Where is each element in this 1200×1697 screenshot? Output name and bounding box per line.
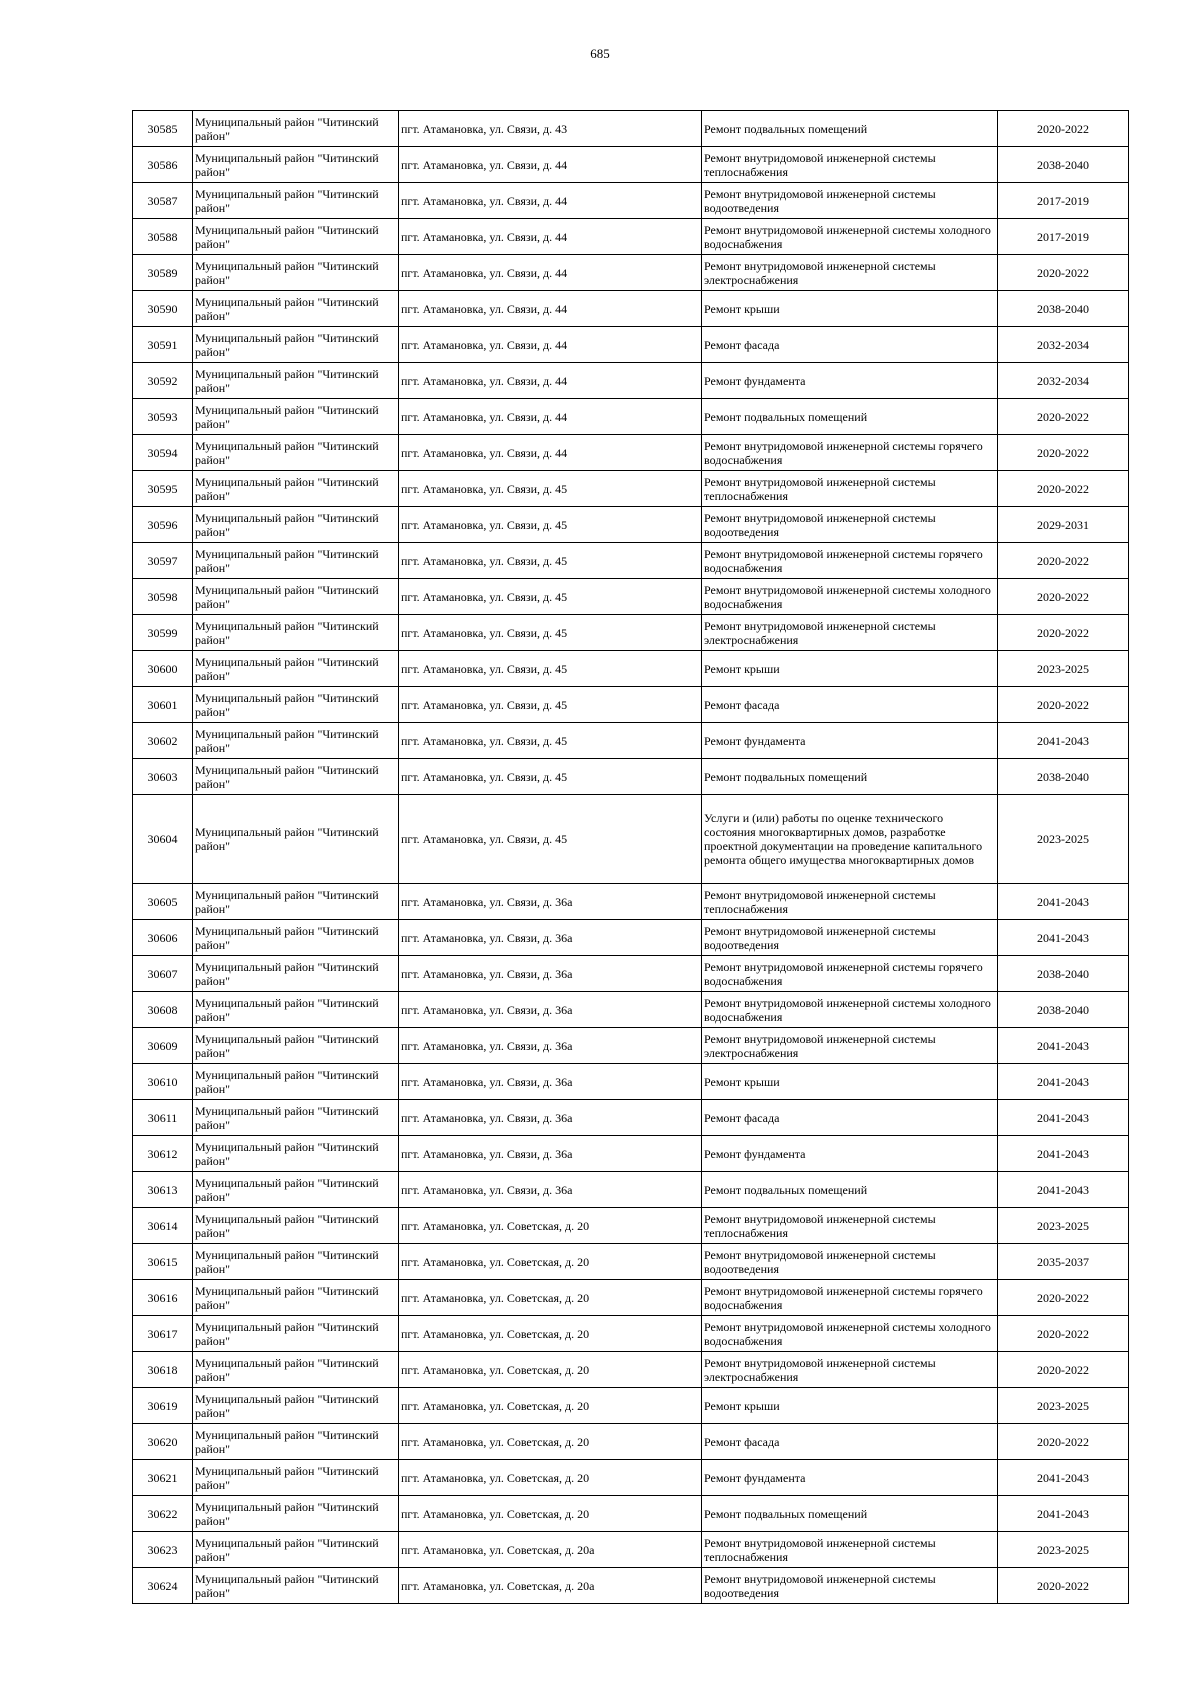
municipality-cell: Муниципальный район "Читинский район" (193, 1064, 399, 1100)
work-type-cell: Ремонт фасада (702, 327, 998, 363)
table-row (133, 920, 1129, 956)
table-row (133, 255, 1129, 291)
period-cell: 2041-2043 (998, 1460, 1129, 1496)
municipality-cell: Муниципальный район "Читинский район" (193, 291, 399, 327)
address-cell: пгт. Атамановка, ул. Связи, д. 43 (399, 111, 702, 147)
period-cell: 2038-2040 (998, 291, 1129, 327)
table-row (133, 471, 1129, 507)
period-cell: 2038-2040 (998, 759, 1129, 795)
municipality-cell: Муниципальный район "Читинский район" (193, 399, 399, 435)
address-cell: пгт. Атамановка, ул. Связи, д. 45 (399, 723, 702, 759)
work-type-cell: Ремонт фундамента (702, 363, 998, 399)
table-row (133, 1136, 1129, 1172)
period-cell: 2020-2022 (998, 1280, 1129, 1316)
period-cell: 2020-2022 (998, 543, 1129, 579)
period-cell: 2029-2031 (998, 507, 1129, 543)
address-cell: пгт. Атамановка, ул. Связи, д. 45 (399, 507, 702, 543)
row-number-cell: 30615 (133, 1244, 193, 1280)
municipality-cell: Муниципальный район "Читинский район" (193, 471, 399, 507)
municipality-cell: Муниципальный район "Читинский район" (193, 1352, 399, 1388)
work-type-cell: Ремонт внутридомовой инженерной системы теплоснабжения (702, 1532, 998, 1568)
work-type-cell: Ремонт фасада (702, 687, 998, 723)
period-cell: 2032-2034 (998, 327, 1129, 363)
table-row (133, 1064, 1129, 1100)
table-body (133, 111, 1129, 1604)
municipality-cell: Муниципальный район "Читинский район" (193, 111, 399, 147)
row-number-cell: 30623 (133, 1532, 193, 1568)
municipality-cell: Муниципальный район "Читинский район" (193, 435, 399, 471)
work-type-cell: Ремонт внутридомовой инженерной системы электроснабжения (702, 1028, 998, 1064)
table-row (133, 507, 1129, 543)
municipality-cell: Муниципальный район "Читинский район" (193, 1424, 399, 1460)
period-cell: 2041-2043 (998, 884, 1129, 920)
row-number-cell: 30624 (133, 1568, 193, 1604)
municipality-cell: Муниципальный район "Читинский район" (193, 1388, 399, 1424)
row-number-cell: 30610 (133, 1064, 193, 1100)
row-number-cell: 30598 (133, 579, 193, 615)
address-cell: пгт. Атамановка, ул. Связи, д. 45 (399, 471, 702, 507)
row-number-cell: 30595 (133, 471, 193, 507)
table-row (133, 579, 1129, 615)
period-cell: 2041-2043 (998, 920, 1129, 956)
address-cell: пгт. Атамановка, ул. Связи, д. 36а (399, 1136, 702, 1172)
municipality-cell: Муниципальный район "Читинский район" (193, 1244, 399, 1280)
work-type-cell: Ремонт внутридомовой инженерной системы теплоснабжения (702, 1208, 998, 1244)
period-cell: 2038-2040 (998, 147, 1129, 183)
work-type-cell: Ремонт внутридомовой инженерной системы водоотведения (702, 183, 998, 219)
period-cell: 2041-2043 (998, 1028, 1129, 1064)
period-cell: 2020-2022 (998, 687, 1129, 723)
table-row (133, 1352, 1129, 1388)
address-cell: пгт. Атамановка, ул. Связи, д. 36а (399, 1028, 702, 1064)
municipality-cell: Муниципальный район "Читинский район" (193, 219, 399, 255)
row-number-cell: 30601 (133, 687, 193, 723)
municipality-cell: Муниципальный район "Читинский район" (193, 507, 399, 543)
address-cell: пгт. Атамановка, ул. Связи, д. 44 (399, 363, 702, 399)
municipality-cell: Муниципальный район "Читинский район" (193, 579, 399, 615)
work-type-cell: Ремонт подвальных помещений (702, 1496, 998, 1532)
municipality-cell: Муниципальный район "Читинский район" (193, 1460, 399, 1496)
period-cell: 2023-2025 (998, 651, 1129, 687)
table-row (133, 992, 1129, 1028)
municipality-cell: Муниципальный район "Читинский район" (193, 723, 399, 759)
address-cell: пгт. Атамановка, ул. Связи, д. 36а (399, 956, 702, 992)
table-row (133, 435, 1129, 471)
address-cell: пгт. Атамановка, ул. Советская, д. 20 (399, 1244, 702, 1280)
period-cell: 2035-2037 (998, 1244, 1129, 1280)
row-number-cell: 30592 (133, 363, 193, 399)
row-number-cell: 30600 (133, 651, 193, 687)
work-type-cell: Ремонт внутридомовой инженерной системы холодного водоснабжения (702, 219, 998, 255)
row-number-cell: 30587 (133, 183, 193, 219)
table-row (133, 111, 1129, 147)
address-cell: пгт. Атамановка, ул. Связи, д. 45 (399, 651, 702, 687)
table-row (133, 1424, 1129, 1460)
row-number-cell: 30590 (133, 291, 193, 327)
row-number-cell: 30605 (133, 884, 193, 920)
address-cell: пгт. Атамановка, ул. Связи, д. 36а (399, 1172, 702, 1208)
table-row (133, 651, 1129, 687)
work-type-cell: Ремонт внутридомовой инженерной системы водоотведения (702, 1244, 998, 1280)
row-number-cell: 30612 (133, 1136, 193, 1172)
page-number: 685 (590, 46, 610, 61)
row-number-cell: 30611 (133, 1100, 193, 1136)
period-cell: 2020-2022 (998, 1352, 1129, 1388)
table-row (133, 1244, 1129, 1280)
period-cell: 2017-2019 (998, 183, 1129, 219)
row-number-cell: 30588 (133, 219, 193, 255)
row-number-cell: 30616 (133, 1280, 193, 1316)
table-row (133, 1532, 1129, 1568)
municipality-cell: Муниципальный район "Читинский район" (193, 1532, 399, 1568)
table-row (133, 1172, 1129, 1208)
table-row (133, 1496, 1129, 1532)
row-number-cell: 30621 (133, 1460, 193, 1496)
address-cell: пгт. Атамановка, ул. Советская, д. 20 (399, 1280, 702, 1316)
address-cell: пгт. Атамановка, ул. Связи, д. 44 (399, 183, 702, 219)
address-cell: пгт. Атамановка, ул. Связи, д. 36а (399, 920, 702, 956)
work-type-cell: Ремонт крыши (702, 291, 998, 327)
table-row (133, 1568, 1129, 1604)
address-cell: пгт. Атамановка, ул. Связи, д. 45 (399, 543, 702, 579)
table-row (133, 1280, 1129, 1316)
municipality-cell: Муниципальный район "Читинский район" (193, 759, 399, 795)
municipality-cell: Муниципальный район "Читинский район" (193, 1496, 399, 1532)
work-type-cell: Ремонт внутридомовой инженерной системы горячего водоснабжения (702, 543, 998, 579)
period-cell: 2020-2022 (998, 255, 1129, 291)
period-cell: 2020-2022 (998, 1568, 1129, 1604)
row-number-cell: 30593 (133, 399, 193, 435)
work-type-cell: Ремонт внутридомовой инженерной системы водоотведения (702, 1568, 998, 1604)
address-cell: пгт. Атамановка, ул. Связи, д. 45 (399, 615, 702, 651)
address-cell: пгт. Атамановка, ул. Советская, д. 20а (399, 1532, 702, 1568)
table-row (133, 183, 1129, 219)
row-number-cell: 30613 (133, 1172, 193, 1208)
period-cell: 2038-2040 (998, 992, 1129, 1028)
table-row (133, 399, 1129, 435)
address-cell: пгт. Атамановка, ул. Советская, д. 20 (399, 1316, 702, 1352)
period-cell: 2020-2022 (998, 471, 1129, 507)
table-row (133, 1316, 1129, 1352)
row-number-cell: 30622 (133, 1496, 193, 1532)
address-cell: пгт. Атамановка, ул. Советская, д. 20 (399, 1424, 702, 1460)
address-cell: пгт. Атамановка, ул. Связи, д. 44 (399, 219, 702, 255)
period-cell: 2041-2043 (998, 1172, 1129, 1208)
table-row (133, 147, 1129, 183)
municipality-cell: Муниципальный район "Читинский район" (193, 1136, 399, 1172)
work-type-cell: Ремонт фундамента (702, 1460, 998, 1496)
work-type-cell: Ремонт фундамента (702, 1136, 998, 1172)
table-row (133, 543, 1129, 579)
work-type-cell: Ремонт крыши (702, 1388, 998, 1424)
row-number-cell: 30585 (133, 111, 193, 147)
municipality-cell: Муниципальный район "Читинский район" (193, 183, 399, 219)
table-row (133, 1028, 1129, 1064)
address-cell: пгт. Атамановка, ул. Советская, д. 20 (399, 1496, 702, 1532)
row-number-cell: 30586 (133, 147, 193, 183)
row-number-cell: 30589 (133, 255, 193, 291)
municipality-cell: Муниципальный район "Читинский район" (193, 1316, 399, 1352)
period-cell: 2020-2022 (998, 435, 1129, 471)
municipality-cell: Муниципальный район "Читинский район" (193, 687, 399, 723)
table-row (133, 884, 1129, 920)
municipality-cell: Муниципальный район "Читинский район" (193, 1100, 399, 1136)
municipality-cell: Муниципальный район "Читинский район" (193, 992, 399, 1028)
work-type-cell: Ремонт внутридомовой инженерной системы горячего водоснабжения (702, 435, 998, 471)
work-type-cell: Ремонт фундамента (702, 723, 998, 759)
row-number-cell: 30619 (133, 1388, 193, 1424)
period-cell: 2023-2025 (998, 795, 1129, 884)
table-row (133, 795, 1129, 884)
period-cell: 2023-2025 (998, 1208, 1129, 1244)
row-number-cell: 30596 (133, 507, 193, 543)
address-cell: пгт. Атамановка, ул. Связи, д. 44 (399, 291, 702, 327)
row-number-cell: 30617 (133, 1316, 193, 1352)
work-type-cell: Ремонт внутридомовой инженерной системы водоотведения (702, 920, 998, 956)
municipality-cell: Муниципальный район "Читинский район" (193, 147, 399, 183)
table-row (133, 759, 1129, 795)
row-number-cell: 30604 (133, 795, 193, 884)
address-cell: пгт. Атамановка, ул. Советская, д. 20 (399, 1460, 702, 1496)
work-type-cell: Ремонт внутридомовой инженерной системы электроснабжения (702, 1352, 998, 1388)
address-cell: пгт. Атамановка, ул. Советская, д. 20 (399, 1388, 702, 1424)
period-cell: 2041-2043 (998, 1136, 1129, 1172)
work-type-cell: Ремонт внутридомовой инженерной системы холодного водоснабжения (702, 992, 998, 1028)
row-number-cell: 30609 (133, 1028, 193, 1064)
period-cell: 2020-2022 (998, 1316, 1129, 1352)
period-cell: 2020-2022 (998, 615, 1129, 651)
work-type-cell: Ремонт подвальных помещений (702, 1172, 998, 1208)
municipality-cell: Муниципальный район "Читинский район" (193, 920, 399, 956)
municipality-cell: Муниципальный район "Читинский район" (193, 884, 399, 920)
address-cell: пгт. Атамановка, ул. Связи, д. 36а (399, 992, 702, 1028)
municipality-cell: Муниципальный район "Читинский район" (193, 255, 399, 291)
work-type-cell: Ремонт внутридомовой инженерной системы холодного водоснабжения (702, 579, 998, 615)
period-cell: 2020-2022 (998, 1424, 1129, 1460)
work-type-cell: Ремонт крыши (702, 1064, 998, 1100)
address-cell: пгт. Атамановка, ул. Советская, д. 20 (399, 1208, 702, 1244)
table-row (133, 615, 1129, 651)
address-cell: пгт. Атамановка, ул. Связи, д. 36а (399, 1064, 702, 1100)
address-cell: пгт. Атамановка, ул. Советская, д. 20а (399, 1568, 702, 1604)
period-cell: 2020-2022 (998, 111, 1129, 147)
municipality-cell: Муниципальный район "Читинский район" (193, 543, 399, 579)
period-cell: 2020-2022 (998, 399, 1129, 435)
table-row (133, 956, 1129, 992)
work-type-cell: Ремонт фасада (702, 1424, 998, 1460)
address-cell: пгт. Атамановка, ул. Связи, д. 45 (399, 759, 702, 795)
address-cell: пгт. Атамановка, ул. Советская, д. 20 (399, 1352, 702, 1388)
table-row (133, 723, 1129, 759)
period-cell: 2023-2025 (998, 1388, 1129, 1424)
municipality-cell: Муниципальный район "Читинский район" (193, 795, 399, 884)
row-number-cell: 30620 (133, 1424, 193, 1460)
work-type-cell: Ремонт подвальных помещений (702, 111, 998, 147)
row-number-cell: 30607 (133, 956, 193, 992)
period-cell: 2041-2043 (998, 1100, 1129, 1136)
municipality-cell: Муниципальный район "Читинский район" (193, 615, 399, 651)
row-number-cell: 30606 (133, 920, 193, 956)
municipality-cell: Муниципальный район "Читинский район" (193, 1568, 399, 1604)
period-cell: 2023-2025 (998, 1532, 1129, 1568)
work-type-cell: Ремонт подвальных помещений (702, 759, 998, 795)
work-type-cell: Ремонт внутридомовой инженерной системы теплоснабжения (702, 471, 998, 507)
address-cell: пгт. Атамановка, ул. Связи, д. 36а (399, 884, 702, 920)
municipality-cell: Муниципальный район "Читинский район" (193, 1208, 399, 1244)
table-row (133, 291, 1129, 327)
work-type-cell: Ремонт подвальных помещений (702, 399, 998, 435)
address-cell: пгт. Атамановка, ул. Связи, д. 44 (399, 255, 702, 291)
table-row (133, 363, 1129, 399)
row-number-cell: 30602 (133, 723, 193, 759)
address-cell: пгт. Атамановка, ул. Связи, д. 44 (399, 327, 702, 363)
work-type-cell: Ремонт внутридомовой инженерной системы теплоснабжения (702, 147, 998, 183)
period-cell: 2032-2034 (998, 363, 1129, 399)
work-type-cell: Услуги и (или) работы по оценке технического состояния многоквартирных домов, разработке проектной документации на проведение капитального ремонта общего имущества многоквартирных домов (702, 795, 998, 884)
row-number-cell: 30614 (133, 1208, 193, 1244)
work-type-cell: Ремонт крыши (702, 651, 998, 687)
table-row (133, 1100, 1129, 1136)
row-number-cell: 30597 (133, 543, 193, 579)
table-row (133, 1208, 1129, 1244)
row-number-cell: 30618 (133, 1352, 193, 1388)
table-row (133, 687, 1129, 723)
municipality-cell: Муниципальный район "Читинский район" (193, 327, 399, 363)
municipality-cell: Муниципальный район "Читинский район" (193, 1172, 399, 1208)
period-cell: 2020-2022 (998, 579, 1129, 615)
row-number-cell: 30608 (133, 992, 193, 1028)
period-cell: 2038-2040 (998, 956, 1129, 992)
work-type-cell: Ремонт внутридомовой инженерной системы горячего водоснабжения (702, 956, 998, 992)
table-row (133, 1460, 1129, 1496)
table-row (133, 327, 1129, 363)
row-number-cell: 30603 (133, 759, 193, 795)
row-number-cell: 30599 (133, 615, 193, 651)
period-cell: 2041-2043 (998, 1064, 1129, 1100)
municipality-cell: Муниципальный район "Читинский район" (193, 956, 399, 992)
municipality-cell: Муниципальный район "Читинский район" (193, 1280, 399, 1316)
address-cell: пгт. Атамановка, ул. Связи, д. 44 (399, 399, 702, 435)
row-number-cell: 30591 (133, 327, 193, 363)
work-type-cell: Ремонт внутридомовой инженерной системы холодного водоснабжения (702, 1316, 998, 1352)
address-cell: пгт. Атамановка, ул. Связи, д. 45 (399, 579, 702, 615)
period-cell: 2041-2043 (998, 1496, 1129, 1532)
work-type-cell: Ремонт внутридомовой инженерной системы электроснабжения (702, 615, 998, 651)
address-cell: пгт. Атамановка, ул. Связи, д. 44 (399, 147, 702, 183)
work-type-cell: Ремонт внутридомовой инженерной системы теплоснабжения (702, 884, 998, 920)
work-type-cell: Ремонт внутридомовой инженерной системы электроснабжения (702, 255, 998, 291)
address-cell: пгт. Атамановка, ул. Связи, д. 45 (399, 687, 702, 723)
period-cell: 2017-2019 (998, 219, 1129, 255)
address-cell: пгт. Атамановка, ул. Связи, д. 36а (399, 1100, 702, 1136)
period-cell: 2041-2043 (998, 723, 1129, 759)
table-row (133, 219, 1129, 255)
work-type-cell: Ремонт фасада (702, 1100, 998, 1136)
repair-schedule-table (132, 110, 1129, 1604)
row-number-cell: 30594 (133, 435, 193, 471)
municipality-cell: Муниципальный район "Читинский район" (193, 651, 399, 687)
address-cell: пгт. Атамановка, ул. Связи, д. 44 (399, 435, 702, 471)
table-row (133, 1388, 1129, 1424)
address-cell: пгт. Атамановка, ул. Связи, д. 45 (399, 795, 702, 884)
work-type-cell: Ремонт внутридомовой инженерной системы горячего водоснабжения (702, 1280, 998, 1316)
municipality-cell: Муниципальный район "Читинский район" (193, 1028, 399, 1064)
municipality-cell: Муниципальный район "Читинский район" (193, 363, 399, 399)
work-type-cell: Ремонт внутридомовой инженерной системы водоотведения (702, 507, 998, 543)
